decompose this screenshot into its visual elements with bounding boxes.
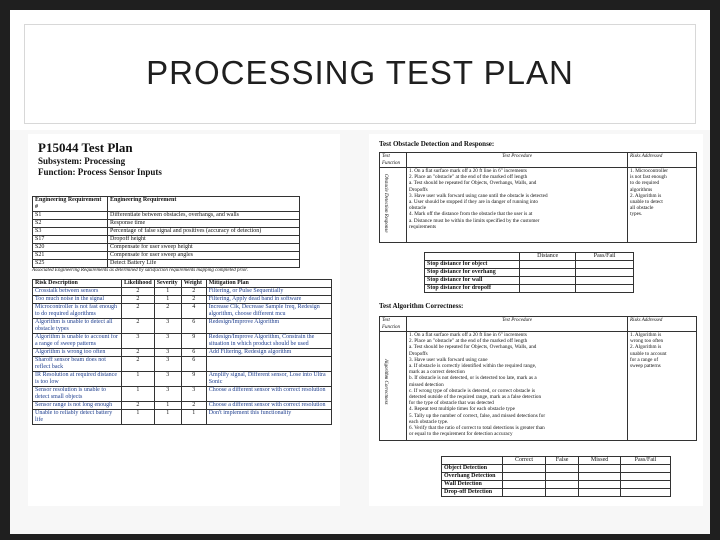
dist-row — [425, 277, 634, 285]
eng-req-id: S17 — [33, 236, 108, 244]
algo-step-line: detected outside of the required range, mark as a false detection — [409, 394, 542, 401]
risk-likelihood: 2 — [122, 402, 155, 410]
plan-subsystem: Subsystem: Processing — [38, 156, 126, 166]
result-row — [442, 473, 671, 481]
risk-likelihood: 1 — [122, 410, 155, 425]
risk-mitigation: Add Filtering, Redesign algorithm — [206, 349, 331, 357]
risk-severity: 3 — [154, 319, 181, 334]
risk-description: Sensor range is not long enough — [33, 402, 122, 410]
result-empty-cell — [621, 481, 671, 489]
detection-results-table — [441, 456, 671, 497]
risk-header-cell: Weight — [181, 280, 206, 288]
risk-likelihood: 2 — [122, 296, 155, 304]
risk-weight: 6 — [181, 349, 206, 357]
result-empty-cell — [546, 473, 579, 481]
risk-mitigation — [206, 357, 331, 372]
risk-header-cell: Mitigation Plan — [206, 280, 331, 288]
algo-step-line: a. Test should be repeated for Objects, Overhangs, Walls, and — [409, 344, 537, 351]
risk-weight: 2 — [181, 296, 206, 304]
risk-mitigation: Amplify signal, Different sensor, Lose into Ultra Sonic — [206, 372, 331, 387]
result-row-label: Drop-off Detection — [442, 489, 503, 497]
risk-likelihood: 2 — [122, 357, 155, 372]
risk-mitigation: Redesign/Improve Algorithm, Constrain the situation in which product should be used — [206, 334, 331, 349]
risk-severity: 3 — [154, 387, 181, 402]
result-row — [442, 465, 671, 473]
dist-row-label: Stop distance for wall — [425, 277, 520, 285]
dist-empty-cell — [520, 285, 576, 293]
risk-row — [33, 410, 332, 425]
algo-function-cell — [380, 332, 407, 441]
eng-header-row — [33, 197, 300, 212]
risk-description: Algorithm is unable to detect all obstacle types — [33, 319, 122, 334]
result-empty-cell — [621, 473, 671, 481]
dist-row-label: Stop distance for dropoff — [425, 285, 520, 293]
obstacle-function-cell — [380, 168, 407, 243]
algo-risk-line: wrong too often — [630, 338, 664, 345]
obstacle-step-line: Dropoffs — [409, 186, 428, 193]
eng-note: Associated Engineering Requirements as determined by satisfaction requirements mapping completed prior. — [32, 268, 248, 273]
plan-function: Function: Process Sensor Inputs — [38, 167, 162, 177]
risk-description: Unable to reliably detect battery life — [33, 410, 122, 425]
risk-mitigation: Redesign/Improve Algorithm — [206, 319, 331, 334]
eng-req-text: Percentage of false signal and positives (accuracy of detection) — [108, 228, 300, 236]
obstacle-step-line: a. Distance must be within the limits specified by the customer — [409, 217, 540, 224]
algo-step-line: b. If obstacle is not detected, or is detected too late, mark as a — [409, 375, 537, 382]
algo-procedure-cell — [407, 332, 628, 441]
risk-description: Too much noise in the signal — [33, 296, 122, 304]
obstacle-risk-line: 1. Microcontroller — [630, 168, 669, 174]
dist-row — [425, 261, 634, 269]
risk-row — [33, 304, 332, 319]
risk-header-row — [33, 280, 332, 288]
risk-severity: 3 — [154, 349, 181, 357]
obstacle-step-line: 4. Mark off the distance from the obstacle that the user is at — [409, 211, 533, 218]
risk-mitigation: Filtering, or Pulse Sequentially — [206, 288, 331, 296]
dist-header-cell: Distance — [520, 253, 576, 261]
risk-header-cell: Likelihood — [122, 280, 155, 288]
eng-req-id: S2 — [33, 220, 108, 228]
risk-severity: 3 — [154, 372, 181, 387]
result-empty-cell — [546, 481, 579, 489]
dist-header-cell — [425, 253, 520, 261]
result-empty-cell — [503, 473, 546, 481]
risk-row — [33, 334, 332, 349]
algo-function-label: Algorithm Correctness — [383, 359, 388, 405]
dist-row-label: Stop distance for object — [425, 261, 520, 269]
risk-table — [32, 279, 332, 425]
dist-header-cell: Pass/Fail — [576, 253, 634, 261]
obstacle-test-table — [379, 152, 697, 243]
risk-weight: 3 — [181, 387, 206, 402]
algo-step-line: each obstacle type. — [409, 418, 449, 425]
eng-row — [33, 252, 300, 260]
result-empty-cell — [546, 489, 579, 497]
risk-likelihood: 2 — [122, 319, 155, 334]
eng-row — [33, 228, 300, 236]
risk-weight: 2 — [181, 288, 206, 296]
eng-header-cell: Engineering Requirement — [108, 197, 300, 212]
algo-col-procedure: Test Procedure — [407, 317, 628, 332]
risk-severity: 3 — [154, 334, 181, 349]
risk-mitigation: Filtering, Apply dead band in software — [206, 296, 331, 304]
dist-empty-cell — [520, 261, 576, 269]
eng-req-text: Compensate for user sweep angles — [108, 252, 300, 260]
dist-row-label: Stop distance for overhang — [425, 269, 520, 277]
risk-header-cell: Severity — [154, 280, 181, 288]
obstacle-procedure-cell — [407, 168, 628, 243]
risk-mitigation: Choose a different sensor with correct resolution — [206, 387, 331, 402]
dist-empty-cell — [576, 285, 634, 293]
risk-description: Sharoff sensor beam does not reflect back — [33, 357, 122, 372]
result-empty-cell — [503, 481, 546, 489]
eng-req-text: Compensate for user sweep height — [108, 244, 300, 252]
obstacle-risk-line: types. — [630, 211, 643, 218]
algo-step-line: 4. Repeat test multiple times for each obstacle type — [409, 406, 515, 413]
obstacle-risks-cell — [628, 168, 697, 243]
result-header-cell: False — [546, 457, 579, 465]
algo-step-line: Dropoffs — [409, 350, 428, 357]
risk-row — [33, 319, 332, 334]
result-header-cell: Pass/Fail — [621, 457, 671, 465]
risk-likelihood: 2 — [122, 304, 155, 319]
obstacle-col-function: Test Function — [380, 153, 407, 168]
eng-req-id: S3 — [33, 228, 108, 236]
algo-step-line: for the type of obstacle that was detected — [409, 400, 494, 407]
eng-row — [33, 212, 300, 220]
engineering-requirements-table — [32, 196, 300, 268]
eng-row — [33, 236, 300, 244]
title-band — [10, 10, 710, 130]
test-plan-document — [28, 134, 340, 506]
obstacle-function-label: Obstacle Detection Response — [383, 173, 388, 233]
risk-mitigation: Increase Clk, Decrease Sample freq, Redesign algorithm, choose different mcu — [206, 304, 331, 319]
algo-step-line: c. If wrong type of obstacle is detected, or correct obstacle is — [409, 387, 536, 394]
risk-likelihood: 2 — [122, 288, 155, 296]
risk-severity: 1 — [154, 402, 181, 410]
algo-step-line: mark as a correct detection — [409, 369, 465, 376]
algo-risk-line: for a range of — [630, 356, 659, 363]
result-empty-cell — [621, 489, 671, 497]
obstacle-risk-line: unable to detect — [630, 199, 663, 206]
risk-description: IR Resolution at required distance is too low — [33, 372, 122, 387]
risk-row — [33, 296, 332, 304]
risk-description: Sensor resolution is unable to detect small objects — [33, 387, 122, 402]
dist-empty-cell — [520, 277, 576, 285]
algo-step-line: missed detection — [409, 381, 444, 388]
eng-row — [33, 220, 300, 228]
obstacle-risk-line: all obstacle — [630, 205, 654, 212]
obstacle-risk-line: algorithms — [630, 186, 653, 193]
obstacle-risk-line: to do required — [630, 180, 660, 187]
algo-col-risks: Risks Addressed — [628, 317, 697, 332]
algo-risk-line: 1. Algorithm is — [630, 332, 662, 338]
obstacle-risk-line: is not fast enough — [630, 174, 667, 181]
algo-step-line: 5. Tally up the number of correct, false, and missed detections for — [409, 412, 546, 419]
risk-mitigation: Choose a different sensor with correct resolution — [206, 402, 331, 410]
obstacle-col-risks: Risks Addressed — [628, 153, 697, 168]
obstacle-step-line: a. Test should be repeated for Objects, Overhangs, Walls, and — [409, 180, 537, 187]
risk-weight: 6 — [181, 357, 206, 372]
dist-row — [425, 285, 634, 293]
eng-req-id: S20 — [33, 244, 108, 252]
risk-row — [33, 357, 332, 372]
obstacle-step-line: requirements — [409, 223, 437, 230]
risk-row — [33, 387, 332, 402]
algo-step-line: or equal to the requirement for detection accuracy — [409, 431, 513, 438]
algorithm-test-table — [379, 316, 697, 441]
eng-req-text: Response time — [108, 220, 300, 228]
eng-req-text: Dropoff height — [108, 236, 300, 244]
obstacle-step-line: 2. Place an "obstacle" at the end of the marked off length — [409, 174, 528, 181]
risk-weight: 6 — [181, 319, 206, 334]
dist-row — [425, 269, 634, 277]
result-empty-cell — [579, 473, 621, 481]
algo-risk-line: sweep patterns — [630, 363, 661, 370]
risk-row — [33, 349, 332, 357]
risk-likelihood: 3 — [122, 334, 155, 349]
risk-severity: 1 — [154, 296, 181, 304]
result-row-label: Object Detection — [442, 465, 503, 473]
risk-severity: 2 — [154, 304, 181, 319]
algo-risks-cell — [628, 332, 697, 441]
risk-weight: 2 — [181, 402, 206, 410]
plan-title: P15044 Test Plan — [38, 140, 133, 155]
algo-col-function: Test Function — [380, 317, 407, 332]
risk-severity: 1 — [154, 410, 181, 425]
algo-step-line: 6. Verify that the ratio of correct to total detections is greater than — [409, 425, 545, 432]
obstacle-step-line: 1. On a flat surface mark off a 20 ft line in 6" increments — [409, 168, 527, 174]
risk-severity: 1 — [154, 288, 181, 296]
eng-row — [33, 260, 300, 268]
result-row — [442, 481, 671, 489]
result-header-row — [442, 457, 671, 465]
dist-header-row — [425, 253, 634, 261]
algo-step-line: 2. Place an "obstacle" at the end of the marked off length — [409, 338, 528, 345]
eng-req-text: Differentiate between obstacles, overhangs, and walls — [108, 212, 300, 220]
risk-weight: 4 — [181, 304, 206, 319]
obstacle-test-title: Test Obstacle Detection and Response: — [379, 140, 495, 148]
eng-row — [33, 244, 300, 252]
risk-description: Crosstalk between sensors — [33, 288, 122, 296]
result-empty-cell — [503, 489, 546, 497]
result-empty-cell — [503, 465, 546, 473]
test-procedures-document — [369, 134, 703, 506]
result-row — [442, 489, 671, 497]
risk-row — [33, 372, 332, 387]
result-empty-cell — [579, 465, 621, 473]
algo-step-line: 1. On a flat surface mark off a 20 ft line in 6" increments — [409, 332, 527, 338]
risk-row — [33, 402, 332, 410]
obstacle-step-line: 3. Have user walk forward using cane until the obstacle is detected — [409, 192, 548, 199]
dist-empty-cell — [576, 261, 634, 269]
risk-description: Microcontroller is not fast enough to do required algorithms — [33, 304, 122, 319]
eng-req-id: S25 — [33, 260, 108, 268]
obstacle-col-procedure: Test Procedure — [407, 153, 628, 168]
risk-weight: 9 — [181, 372, 206, 387]
risk-likelihood: 1 — [122, 372, 155, 387]
eng-req-id: S21 — [33, 252, 108, 260]
algo-step-line: a. If obstacle is correctly identified within the required range, — [409, 363, 537, 370]
risk-description: Algorithm is unable to account for a range of sweep patterns — [33, 334, 122, 349]
stop-distance-table — [424, 252, 634, 293]
obstacle-step-line: obstacle — [409, 205, 426, 212]
dist-empty-cell — [576, 269, 634, 277]
result-header-cell: Correct — [503, 457, 546, 465]
eng-header-cell: Engineering Requirement # — [33, 197, 108, 212]
risk-weight: 1 — [181, 410, 206, 425]
obstacle-step-line: a. User should be stopped if they are in danger of running into — [409, 199, 538, 206]
result-row-label: Wall Detection — [442, 481, 503, 489]
risk-weight: 9 — [181, 334, 206, 349]
eng-req-id: S1 — [33, 212, 108, 220]
result-empty-cell — [579, 481, 621, 489]
obstacle-risk-line: 2. Algorithm is — [630, 192, 662, 199]
result-empty-cell — [546, 465, 579, 473]
slide-title: PROCESSING TEST PLAN — [146, 54, 574, 91]
risk-likelihood: 2 — [122, 349, 155, 357]
result-empty-cell — [621, 465, 671, 473]
dist-empty-cell — [520, 269, 576, 277]
dist-empty-cell — [576, 277, 634, 285]
risk-description: Algorithm is wrong too often — [33, 349, 122, 357]
algo-risk-line: 2. Algorithm is — [630, 344, 662, 351]
risk-mitigation: Don't implement this functionality — [206, 410, 331, 425]
risk-row — [33, 288, 332, 296]
algo-risk-line: unable to account — [630, 350, 667, 357]
eng-req-text: Detect Battery Life — [108, 260, 300, 268]
risk-severity: 3 — [154, 357, 181, 372]
risk-header-cell: Risk Description — [33, 280, 122, 288]
algo-step-line: 3. Have user walk forward using cane — [409, 356, 488, 363]
result-header-cell: Missed — [579, 457, 621, 465]
risk-likelihood: 1 — [122, 387, 155, 402]
result-header-cell — [442, 457, 503, 465]
result-row-label: Overhang Detection — [442, 473, 503, 481]
result-empty-cell — [579, 489, 621, 497]
algorithm-test-title: Test Algorithm Correctness: — [379, 302, 464, 310]
